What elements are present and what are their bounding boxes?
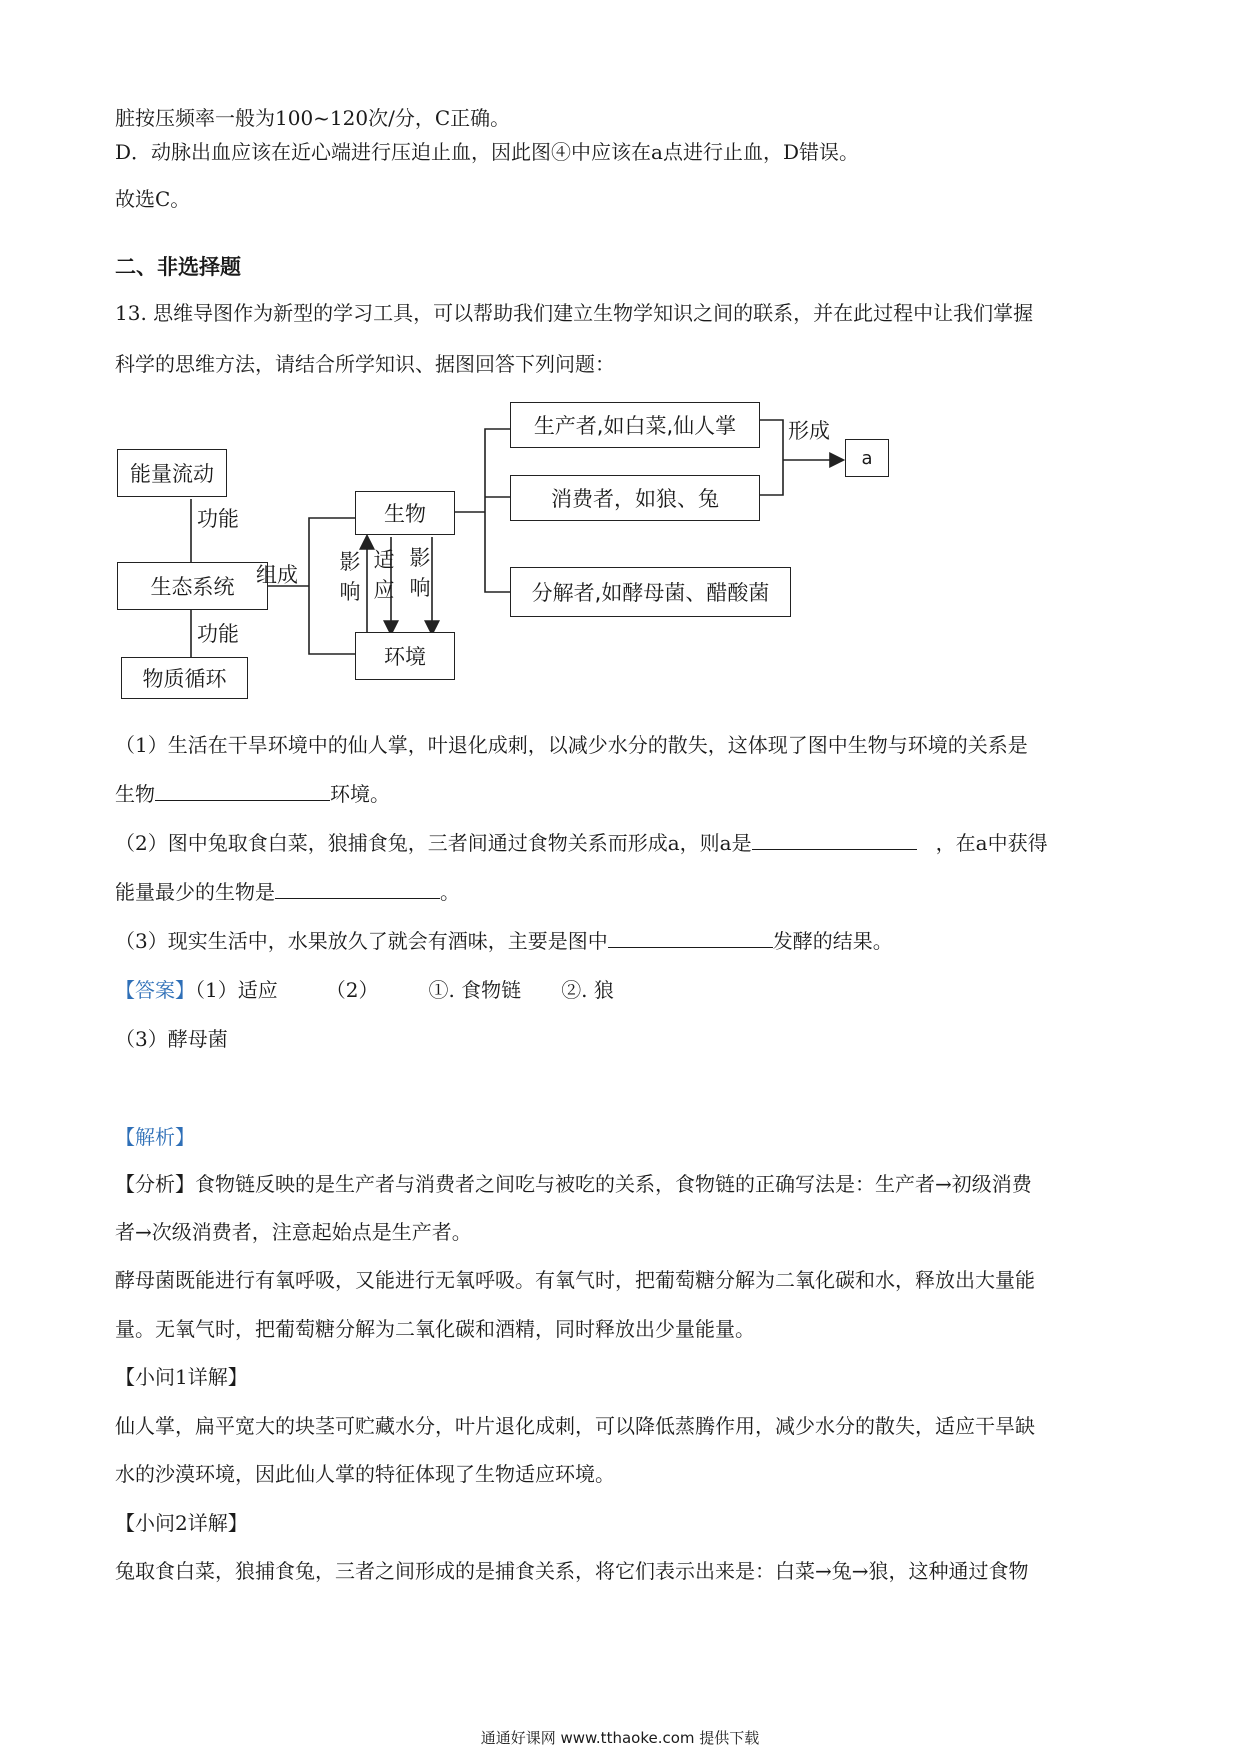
material-cycle-box: 物质循环 <box>121 657 248 699</box>
question-text: 科学的思维方法，请结合所学知识、据图回答下列问题： <box>115 352 615 376</box>
question-text: 13. 思维导图作为新型的学习工具，可以帮助我们建立生物学知识之间的联系，并在此过程中让我们掌握 <box>115 301 1034 325</box>
answer-text: ②. 狼 <box>561 978 614 1002</box>
analysis-subtag: 【小问2详解】 <box>115 1511 248 1535</box>
influence-label: 影响 <box>409 546 431 600</box>
analysis-text: 仙人掌，扁平宽大的块茎可贮藏水分，叶片退化成刺，可以降低蒸腾作用，减少水分的散失，适应干旱缺 <box>115 1414 1035 1438</box>
answer-tag: 【答案】 <box>115 978 195 1002</box>
sub-question-text: 发酵的结果。 <box>772 929 893 953</box>
answer-blank <box>155 782 330 801</box>
text-line: D．动脉出血应该在近心端进行压迫止血，因此图④中应该在a点进行止血，D错误。 <box>115 140 859 164</box>
sub-question <box>115 877 1135 907</box>
sub-question-text: （2）图中兔取食白菜，狼捕食兔，三者间通过食物关系而形成a，则a是 <box>115 831 752 855</box>
answer-blank <box>275 880 440 899</box>
sub-question-text: ，在a中获得 <box>935 831 1048 855</box>
answer-text: ①. 食物链 <box>428 978 522 1002</box>
text-line: 脏按压频率一般为100~120次/分，C正确。 <box>115 106 511 130</box>
analysis-text: 水的沙漠环境，因此仙人掌的特征体现了生物适应环境。 <box>115 1462 615 1486</box>
composition-label: 组成 <box>256 563 298 587</box>
mind-map-diagram <box>115 395 915 705</box>
analysis-tag: 【解析】 <box>115 1125 195 1149</box>
sub-question-text: 生物 <box>115 782 155 806</box>
analysis-text: 量。无氧气时，把葡萄糖分解为二氧化碳和酒精，同时释放出少量能量。 <box>115 1317 755 1341</box>
sub-question-text: 。 <box>440 880 460 904</box>
text-line: 故选C。 <box>115 187 191 211</box>
answer-line <box>115 975 1135 1005</box>
sub-question <box>115 926 1135 956</box>
analysis-text: 者→次级消费者，注意起始点是生产者。 <box>115 1220 472 1244</box>
analysis-subtag: 【小问1详解】 <box>115 1365 248 1389</box>
organism-box: 生物 <box>355 491 455 535</box>
analysis-line <box>115 1169 1135 1199</box>
answer-text: （1）适应 <box>195 978 278 1002</box>
sub-question <box>115 779 1135 809</box>
sub-question-text: （3）现实生活中，水果放久了就会有酒味，主要是图中 <box>115 929 608 953</box>
page-footer: 通通好课网 www.tthaoke.com 提供下载 <box>480 1729 760 1747</box>
environment-box: 环境 <box>355 632 455 680</box>
analysis-text: 酵母菌既能进行有氧呼吸，又能进行无氧呼吸。有氧气时，把葡萄糖分解为二氧化碳和水，释放出大量能 <box>115 1268 1035 1292</box>
sub-question <box>115 828 1135 858</box>
producer-box: 生产者,如白菜,仙人掌 <box>510 402 760 448</box>
consumer-box: 消费者，如狼、兔 <box>510 475 760 521</box>
sub-question: （1）生活在干旱环境中的仙人掌，叶退化成刺，以减少水分的散失，这体现了图中生物与环境的关系是 <box>115 733 1028 757</box>
sub-question-text: 环境。 <box>330 782 390 806</box>
decomposer-box: 分解者,如酵母菌、醋酸菌 <box>510 567 791 617</box>
section-heading: 二、非选择题 <box>115 255 241 279</box>
answer-blank <box>608 929 773 948</box>
answer-blank <box>752 831 917 850</box>
ecosystem-box: 生态系统 <box>117 562 268 610</box>
energy-flow-box: 能量流动 <box>117 449 227 497</box>
answer-text: （2） <box>325 978 379 1002</box>
analysis-text: 食物链反映的是生产者与消费者之间吃与被吃的关系，食物链的正确写法是：生产者→初级消费 <box>195 1172 1032 1196</box>
function-label: 功能 <box>197 507 239 531</box>
a-box: a <box>845 439 889 477</box>
function-label: 功能 <box>197 622 239 646</box>
answer-text: （3）酵母菌 <box>115 1027 228 1051</box>
adapt-label: 适应 <box>373 548 395 602</box>
influence-label: 影响 <box>339 550 361 604</box>
analysis-text: 兔取食白菜，狼捕食兔，三者之间形成的是捕食关系，将它们表示出来是：白菜→兔→狼，这种通过食物 <box>115 1559 1029 1583</box>
form-label: 形成 <box>788 419 830 443</box>
sub-question-text: 能量最少的生物是 <box>115 880 275 904</box>
analysis-subtag: 【分析】 <box>115 1172 195 1196</box>
